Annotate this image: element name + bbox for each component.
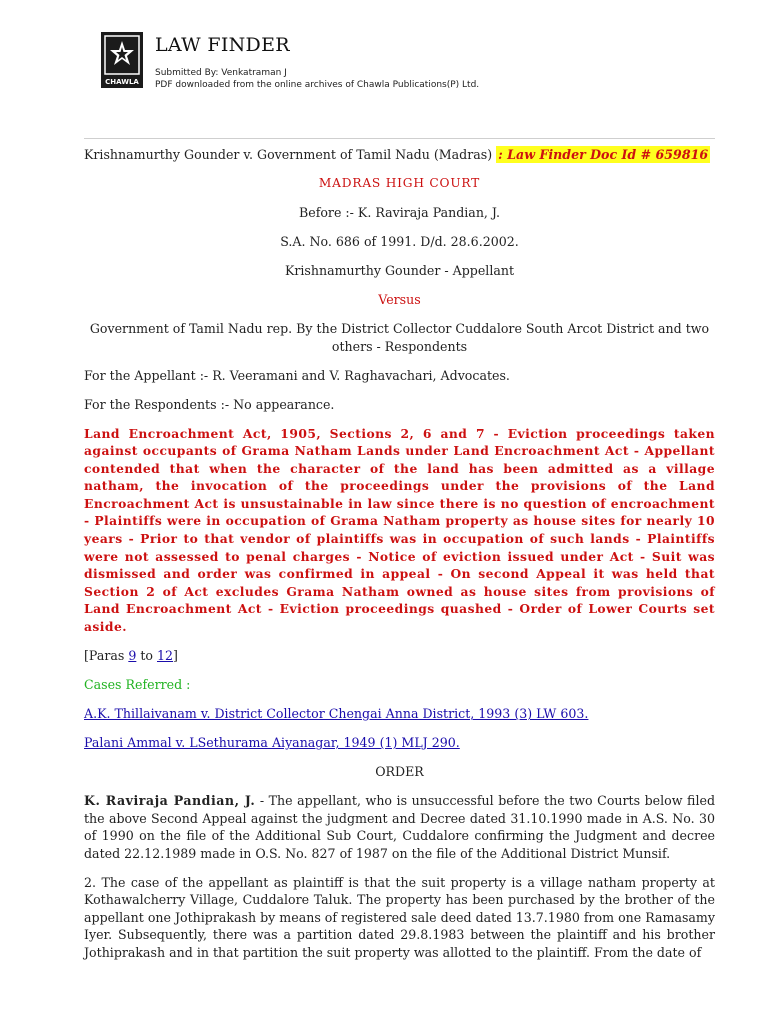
appellant-counsel: For the Appellant :- R. Veeramani and V. Raghavachari, Advocates. bbox=[84, 367, 510, 383]
case-number: S.A. No. 686 of 1991. D/d. 28.6.2002. bbox=[280, 234, 519, 249]
headnote: Land Encroachment Act, 1905, Sections 2, 6 and 7 - Eviction proceedings taken against occupants of Grama Natham Lands under Land Encroachment Act - Appellant contended that when the character of the land has been admitted as a village natham, the invocation of the proceedings under the provisions of the Land Encroachment Act is unsustainable in law since there is no question of encroachment - Plaintiffs were in occupation of Grama Natham property as house sites for nearly 10 years - Prior to that vendor of plaintiffs was in occupation of such lands - Plaintiffs were not assessed to penal charges - Notice of eviction issued under Act - Suit was dismissed and order was confirmed in appeal - On second Appeal it was held that Section 2 of Act excludes Grama Natham owned as house sites from provisions of Land Encroachment Act - Eviction proceedings quashed - Order of Lower Courts set aside. bbox=[84, 425, 715, 635]
paras-prefix: [Paras bbox=[84, 648, 129, 664]
archive-note: PDF downloaded from the online archives of Chawla Publications(P) Ltd. bbox=[155, 80, 480, 90]
case-title: Krishnamurthy Gounder v. Government of Tamil Nadu (Madras) bbox=[84, 147, 493, 162]
versus: Versus bbox=[378, 292, 421, 307]
paragraph-1 bbox=[84, 792, 715, 862]
paragraph-2: 2. The case of the appellant as plaintiff is that the suit property is a village natham property at Kothawalcherry Village, Cuddalore Taluk. The property has been purchased by the brother of the appellant one Jothiprakash by means of registered sale deed dated 13.7.1980 from one Ramasamy Iyer. Subsequently, there was a partition dated 29.8.1983 between the plaintiff and his brother Jothiprakash and in that partition the suit property was allotted to the plaintiff. From the date of bbox=[84, 874, 715, 960]
para-link-to[interactable]: 12 bbox=[157, 648, 174, 664]
paras-reference bbox=[84, 647, 715, 665]
cases-referred-heading: Cases Referred : bbox=[84, 677, 191, 693]
order-heading: ORDER bbox=[375, 764, 424, 780]
document-header bbox=[101, 32, 721, 92]
submitted-by: Submitted By: Venkatraman J bbox=[155, 68, 287, 78]
header-divider bbox=[84, 138, 715, 139]
brand-title: LAW FINDER bbox=[155, 34, 290, 56]
respondents: Government of Tamil Nadu rep. By the District Collector Cuddalore South Arcot District and two others - Respondents bbox=[89, 321, 710, 354]
court-name: MADRAS HIGH COURT bbox=[318, 176, 481, 190]
bench: Before :- K. Raviraja Pandian, J. bbox=[298, 205, 501, 220]
appellant: Krishnamurthy Gounder - Appellant bbox=[284, 263, 515, 278]
paras-to: to bbox=[136, 648, 157, 664]
case-title-line bbox=[84, 146, 715, 164]
paras-suffix: ] bbox=[173, 648, 178, 664]
respondent-counsel: For the Respondents :- No appearance. bbox=[84, 396, 335, 412]
document-body bbox=[84, 146, 715, 973]
logo-wordmark: CHAWLA bbox=[105, 78, 139, 86]
doc-id-highlight: : Law Finder Doc Id # 659816 bbox=[498, 147, 709, 162]
judge-name: K. Raviraja Pandian, J. bbox=[84, 793, 256, 809]
case-ref-link-1[interactable]: A.K. Thillaivanam v. District Collector Chengai Anna District, 1993 (3) LW 603. bbox=[84, 706, 589, 722]
chawla-logo bbox=[101, 32, 143, 88]
paragraph-1-text: - The appellant, who is unsuccessful before the two Courts below filed the above Second Appeal against the judgment and Decree dated 31.10.1990 made in A.S. No. 30 of 1990 on the file of the Additional Sub Court, Cuddalore confirming the Judgment and decree dated 22.12.1989 made in O.S. No. 827 of 1987 on the file of the Additional District Munsif. bbox=[84, 793, 716, 861]
para-link-from[interactable]: 9 bbox=[128, 648, 137, 664]
case-ref-link-2[interactable]: Palani Ammal v. LSethurama Aiyanagar, 1949 (1) MLJ 290. bbox=[84, 735, 460, 751]
